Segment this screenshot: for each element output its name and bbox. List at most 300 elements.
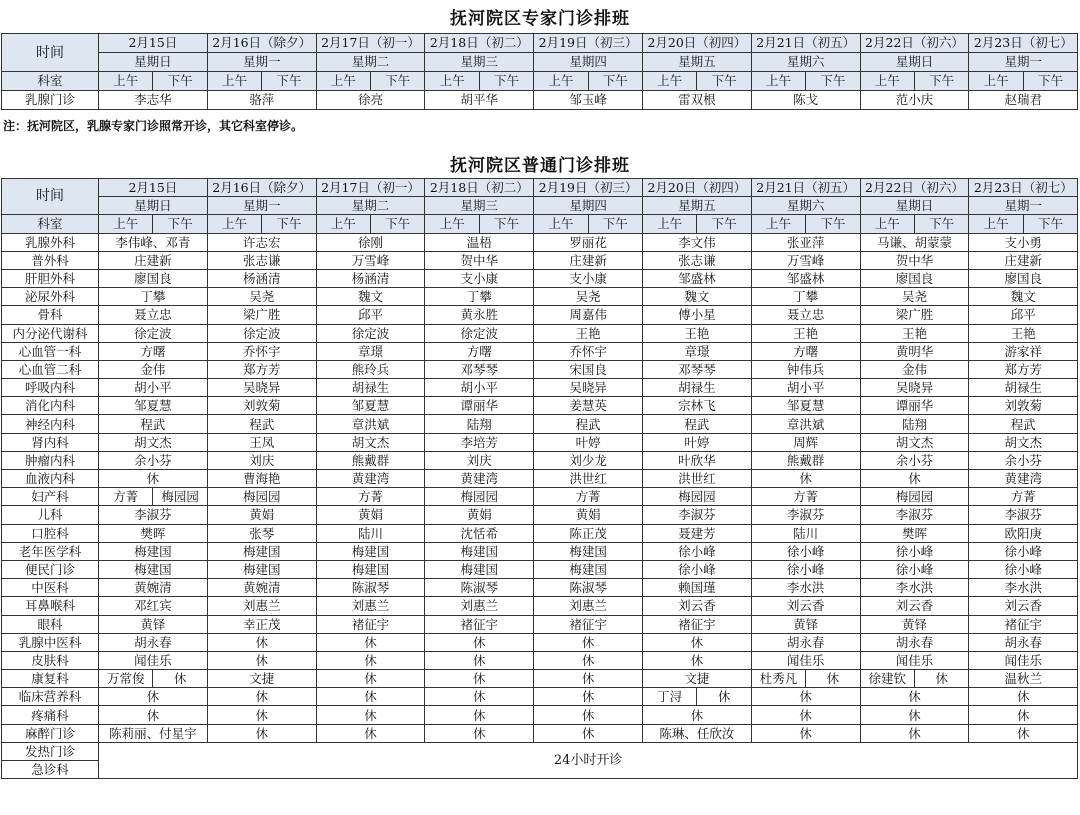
doctor-cell: 黄铎	[860, 615, 969, 633]
dept-name: 儿科	[2, 506, 99, 524]
general-schedule-table	[1, 178, 1078, 779]
doctor-cell: 丁攀	[751, 288, 860, 306]
doctor-cell: 李淑芬	[969, 506, 1078, 524]
doctor-cell: 熊玲兵	[316, 360, 425, 378]
date-header: 2月17日（初一）	[316, 179, 425, 197]
doctor-cell: 梅园园	[207, 488, 316, 506]
doctor-cell: 庄建新	[534, 251, 643, 269]
weekday-header: 星期五	[642, 53, 751, 72]
weekday-header: 星期一	[969, 197, 1078, 215]
table-row	[2, 433, 1078, 451]
doctor-cell: 王凤	[207, 433, 316, 451]
pm-header: 下午	[370, 72, 424, 91]
doctor-cell: 休	[534, 670, 643, 688]
doctor-cell: 休	[751, 688, 860, 706]
doctor-cell: 张志谦	[207, 251, 316, 269]
dept-name: 心血管一科	[2, 342, 99, 360]
date-header: 2月23日（初七）	[969, 179, 1078, 197]
doctor-cell: 余小芬	[99, 451, 208, 469]
doctor-cell: 徐小峰	[751, 560, 860, 578]
doctor-cell: 陈淑琴	[425, 579, 534, 597]
doctor-cell: 赵瑞君	[969, 91, 1078, 110]
doctor-cell: 余小芬	[969, 451, 1078, 469]
dept-name: 妇产科	[2, 488, 99, 506]
table-row	[2, 724, 1078, 742]
doctor-cell: 熊戴群	[751, 451, 860, 469]
doctor-cell: 吴晓异	[207, 379, 316, 397]
doctor-cell: 休	[207, 706, 316, 724]
doctor-cell: 徐定波	[207, 324, 316, 342]
doctor-cell: 徐建钦	[860, 670, 914, 688]
doctor-cell: 郑方芳	[207, 360, 316, 378]
doctor-cell: 郑方芳	[969, 360, 1078, 378]
pm-header: 下午	[153, 72, 207, 91]
dept-name: 乳腺外科	[2, 233, 99, 251]
doctor-cell: 吴晓异	[860, 379, 969, 397]
pm-header: 下午	[588, 215, 642, 233]
shift-header-row	[2, 72, 1078, 91]
weekday-header: 星期五	[642, 197, 751, 215]
doctor-cell: 魏文	[969, 288, 1078, 306]
doctor-cell: 聂建芳	[642, 524, 751, 542]
table-row	[2, 597, 1078, 615]
doctor-cell: 黄铎	[751, 615, 860, 633]
table-row	[2, 579, 1078, 597]
emergency-hours: 24小时开诊	[99, 742, 1078, 778]
pm-header: 下午	[697, 215, 751, 233]
dept-name: 疼痛科	[2, 706, 99, 724]
table-row	[2, 451, 1078, 469]
doctor-cell: 胡文杰	[860, 433, 969, 451]
am-header: 上午	[99, 215, 153, 233]
doctor-cell: 温秋兰	[969, 670, 1078, 688]
dept-name: 普外科	[2, 251, 99, 269]
doctor-cell: 洪世红	[642, 470, 751, 488]
table-row	[2, 470, 1078, 488]
doctor-cell: 胡小平	[751, 379, 860, 397]
doctor-cell: 梅建国	[207, 560, 316, 578]
doctor-cell: 邹夏慧	[316, 397, 425, 415]
table-row	[2, 269, 1078, 287]
doctor-cell: 李文伟	[642, 233, 751, 251]
doctor-cell: 徐定波	[316, 324, 425, 342]
dept-name: 便民门诊	[2, 560, 99, 578]
doctor-cell: 方曙	[425, 342, 534, 360]
weekday-header: 星期一	[207, 53, 316, 72]
doctor-cell: 谭丽华	[860, 397, 969, 415]
doctor-cell: 徐小峰	[642, 542, 751, 560]
pm-header: 下午	[262, 215, 316, 233]
dept-name: 乳腺门诊	[2, 91, 99, 110]
weekday-header: 星期二	[316, 197, 425, 215]
date-header: 2月17日（初一）	[316, 34, 425, 53]
date-header: 2月20日（初四）	[642, 179, 751, 197]
doctor-cell: 陈淑琴	[534, 579, 643, 597]
doctor-cell: 乔怀宇	[207, 342, 316, 360]
table-row	[2, 251, 1078, 269]
pm-header: 下午	[806, 215, 860, 233]
dept-name: 中医科	[2, 579, 99, 597]
doctor-cell: 周嘉伟	[534, 306, 643, 324]
doctor-cell: 王艳	[860, 324, 969, 342]
doctor-cell: 休	[969, 706, 1078, 724]
am-header: 上午	[425, 215, 479, 233]
doctor-cell: 休	[534, 633, 643, 651]
doctor-cell: 余小芬	[860, 451, 969, 469]
doctor-cell: 马谦、胡蒙蒙	[860, 233, 969, 251]
doctor-cell: 休	[316, 670, 425, 688]
doctor-cell: 傅小星	[642, 306, 751, 324]
dept-name: 肝胆外科	[2, 269, 99, 287]
doctor-cell: 金伟	[99, 360, 208, 378]
doctor-cell: 梅建国	[316, 542, 425, 560]
doctor-cell: 贺中华	[860, 251, 969, 269]
table-row	[2, 633, 1078, 651]
doctor-cell: 休	[207, 651, 316, 669]
table-row	[2, 91, 1078, 110]
doctor-cell: 梅园园	[153, 488, 207, 506]
doctor-cell: 廖国良	[99, 269, 208, 287]
table-row	[2, 397, 1078, 415]
doctor-cell: 胡禄生	[642, 379, 751, 397]
doctor-cell: 梅建国	[99, 560, 208, 578]
pm-header: 下午	[1023, 215, 1077, 233]
table-row	[2, 488, 1078, 506]
doctor-cell: 程武	[969, 415, 1078, 433]
doctor-cell: 刘云香	[969, 597, 1078, 615]
weekday-header: 星期六	[751, 197, 860, 215]
date-header: 2月15日	[99, 34, 208, 53]
date-header: 2月15日	[99, 179, 208, 197]
weekday-header: 星期三	[425, 53, 534, 72]
doctor-cell: 邓琴琴	[425, 360, 534, 378]
weekday-header: 星期一	[207, 197, 316, 215]
am-header: 上午	[534, 215, 588, 233]
doctor-cell: 黄明华	[860, 342, 969, 360]
doctor-cell: 休	[534, 688, 643, 706]
doctor-cell: 李水洪	[860, 579, 969, 597]
doctor-cell: 章璟	[642, 342, 751, 360]
weekday-header: 星期四	[534, 53, 643, 72]
doctor-cell: 万雪峰	[751, 251, 860, 269]
doctor-cell: 黄娟	[425, 506, 534, 524]
expert-schedule-title: 抚河院区专家门诊排班	[450, 9, 630, 29]
doctor-cell: 梁广胜	[207, 306, 316, 324]
doctor-cell: 邹玉峰	[534, 91, 643, 110]
am-header: 上午	[207, 215, 261, 233]
table-row	[2, 324, 1078, 342]
doctor-cell: 吴尧	[207, 288, 316, 306]
date-header: 2月21日（初五）	[751, 179, 860, 197]
pm-header: 下午	[1023, 72, 1077, 91]
doctor-cell: 休	[534, 651, 643, 669]
doctor-cell: 吴尧	[860, 288, 969, 306]
weekday-header: 星期一	[969, 53, 1078, 72]
doctor-cell: 黄建湾	[316, 470, 425, 488]
doctor-cell: 熊戴群	[316, 451, 425, 469]
doctor-cell: 休	[860, 470, 969, 488]
doctor-cell: 闻佳乐	[99, 651, 208, 669]
am-header: 上午	[642, 215, 696, 233]
doctor-cell: 梅园园	[425, 488, 534, 506]
doctor-cell: 庄建新	[969, 251, 1078, 269]
doctor-cell: 休	[642, 651, 751, 669]
doctor-cell: 方菁	[534, 488, 643, 506]
doctor-cell: 刘惠兰	[425, 597, 534, 615]
am-header: 上午	[425, 72, 479, 91]
doctor-cell: 休	[425, 670, 534, 688]
doctor-cell: 黄婉清	[207, 579, 316, 597]
table-row	[2, 360, 1078, 378]
date-header: 2月16日（除夕）	[207, 179, 316, 197]
doctor-cell: 梅建国	[534, 542, 643, 560]
pm-header: 下午	[479, 215, 533, 233]
doctor-cell: 吴晓异	[534, 379, 643, 397]
am-header: 上午	[969, 72, 1023, 91]
doctor-cell: 邹盛林	[751, 269, 860, 287]
doctor-cell: 休	[316, 688, 425, 706]
am-header: 上午	[751, 215, 805, 233]
pm-header: 下午	[806, 72, 860, 91]
doctor-cell: 胡永春	[751, 633, 860, 651]
doctor-cell: 刘敦菊	[969, 397, 1078, 415]
pm-header: 下午	[914, 72, 968, 91]
doctor-cell: 梅园园	[642, 488, 751, 506]
weekday-header: 星期日	[860, 53, 969, 72]
doctor-cell: 乔怀宇	[534, 342, 643, 360]
doctor-cell: 褚征宇	[425, 615, 534, 633]
doctor-cell: 徐小峰	[969, 542, 1078, 560]
doctor-cell: 休	[534, 706, 643, 724]
pm-header: 下午	[697, 72, 751, 91]
table-row	[2, 342, 1078, 360]
doctor-cell: 刘庆	[207, 451, 316, 469]
dept-name: 眼科	[2, 615, 99, 633]
table-row	[2, 706, 1078, 724]
doctor-cell: 休	[207, 633, 316, 651]
doctor-cell: 闻佳乐	[969, 651, 1078, 669]
pm-header: 下午	[588, 72, 642, 91]
doctor-cell: 刘惠兰	[316, 597, 425, 615]
doctor-cell: 张琴	[207, 524, 316, 542]
doctor-cell: 沈恬希	[425, 524, 534, 542]
doctor-cell: 梅建国	[425, 542, 534, 560]
doctor-cell: 方菁	[969, 488, 1078, 506]
doctor-cell: 欧阳庚	[969, 524, 1078, 542]
date-header: 2月20日（初四）	[642, 34, 751, 53]
doctor-cell: 刘云香	[751, 597, 860, 615]
doctor-cell: 方菁	[99, 488, 153, 506]
doctor-cell: 庄建新	[99, 251, 208, 269]
doctor-cell: 陈淑琴	[316, 579, 425, 597]
table-row	[2, 415, 1078, 433]
doctor-cell: 吴尧	[534, 288, 643, 306]
time-header: 时间	[2, 34, 99, 72]
doctor-cell: 廖国良	[860, 269, 969, 287]
table-row	[2, 615, 1078, 633]
doctor-cell: 曹海艳	[207, 470, 316, 488]
am-header: 上午	[969, 215, 1023, 233]
doctor-cell: 徐小峰	[751, 542, 860, 560]
expert-schedule-table	[1, 33, 1078, 110]
doctor-cell: 胡文杰	[969, 433, 1078, 451]
doctor-cell: 休	[751, 724, 860, 742]
shift-header-row	[2, 215, 1078, 233]
doctor-cell: 李淑芬	[99, 506, 208, 524]
doctor-cell: 王艳	[642, 324, 751, 342]
doctor-cell: 丁攀	[99, 288, 208, 306]
doctor-cell: 幸正茂	[207, 615, 316, 633]
dept-name: 泌尿外科	[2, 288, 99, 306]
dept-name: 肾内科	[2, 433, 99, 451]
doctor-cell: 休	[425, 633, 534, 651]
dept-name: 耳鼻喉科	[2, 597, 99, 615]
doctor-cell: 褚征宇	[969, 615, 1078, 633]
doctor-cell: 休	[316, 706, 425, 724]
general-schedule-title: 抚河院区普通门诊排班	[450, 156, 630, 176]
doctor-cell: 陆翔	[860, 415, 969, 433]
doctor-cell: 陆川	[316, 524, 425, 542]
doctor-cell: 黄铎	[99, 615, 208, 633]
table-row	[2, 306, 1078, 324]
doctor-cell: 梅建国	[534, 560, 643, 578]
doctor-cell: 程武	[642, 415, 751, 433]
doctor-cell: 休	[860, 706, 969, 724]
doctor-cell: 休	[425, 688, 534, 706]
dept-header: 科室	[2, 215, 99, 233]
weekday-header-row	[2, 53, 1078, 72]
doctor-cell: 休	[316, 724, 425, 742]
dept-name: 临床营养科	[2, 688, 99, 706]
doctor-cell: 章洪斌	[316, 415, 425, 433]
dept-name: 发热门诊	[2, 742, 99, 760]
doctor-cell: 胡小平	[99, 379, 208, 397]
dept-name: 骨科	[2, 306, 99, 324]
doctor-cell: 温梧	[425, 233, 534, 251]
table-row	[2, 542, 1078, 560]
doctor-cell: 邓琴琴	[642, 360, 751, 378]
dept-name: 口腔科	[2, 524, 99, 542]
dept-name: 皮肤科	[2, 651, 99, 669]
doctor-cell: 章璟	[316, 342, 425, 360]
weekday-header: 星期日	[99, 197, 208, 215]
dept-name: 麻醉门诊	[2, 724, 99, 742]
am-header: 上午	[316, 72, 370, 91]
doctor-cell: 谭丽华	[425, 397, 534, 415]
doctor-cell: 樊晖	[99, 524, 208, 542]
doctor-cell: 文捷	[642, 670, 751, 688]
doctor-cell: 樊晖	[860, 524, 969, 542]
doctor-cell: 程武	[99, 415, 208, 433]
date-header-row	[2, 179, 1078, 197]
am-header: 上午	[860, 72, 914, 91]
doctor-cell: 胡永春	[99, 633, 208, 651]
doctor-cell: 休	[860, 688, 969, 706]
doctor-cell: 黄娟	[316, 506, 425, 524]
dept-name: 心血管二科	[2, 360, 99, 378]
table-row	[2, 742, 1078, 760]
doctor-cell: 黄婉清	[99, 579, 208, 597]
doctor-cell: 黄永胜	[425, 306, 534, 324]
doctor-cell: 游家祥	[969, 342, 1078, 360]
pm-header: 下午	[262, 72, 316, 91]
doctor-cell: 罗丽花	[534, 233, 643, 251]
doctor-cell: 文捷	[207, 670, 316, 688]
doctor-cell: 梅建国	[316, 560, 425, 578]
doctor-cell: 刘云香	[642, 597, 751, 615]
weekday-header-row	[2, 197, 1078, 215]
doctor-cell: 陈正茂	[534, 524, 643, 542]
doctor-cell: 徐小峰	[642, 560, 751, 578]
doctor-cell: 张亚萍	[751, 233, 860, 251]
doctor-cell: 钟伟兵	[751, 360, 860, 378]
doctor-cell: 胡文杰	[99, 433, 208, 451]
weekday-header: 星期二	[316, 53, 425, 72]
doctor-cell: 胡文杰	[316, 433, 425, 451]
doctor-cell: 宋国良	[534, 360, 643, 378]
doctor-cell: 休	[425, 706, 534, 724]
doctor-cell: 杨涵清	[316, 269, 425, 287]
doctor-cell: 李伟峰、邓青	[99, 233, 208, 251]
doctor-cell: 贺中华	[425, 251, 534, 269]
date-header: 2月18日（初二）	[425, 34, 534, 53]
doctor-cell: 邹夏慧	[751, 397, 860, 415]
weekday-header: 星期日	[99, 53, 208, 72]
doctor-cell: 邓红宾	[99, 597, 208, 615]
doctor-cell: 梅建国	[425, 560, 534, 578]
dept-name: 乳腺中医科	[2, 633, 99, 651]
doctor-cell: 魏文	[642, 288, 751, 306]
doctor-cell: 徐小峰	[860, 560, 969, 578]
doctor-cell: 周辉	[751, 433, 860, 451]
table-row	[2, 288, 1078, 306]
doctor-cell: 休	[207, 724, 316, 742]
doctor-cell: 叶欣华	[642, 451, 751, 469]
doctor-cell: 休	[697, 688, 751, 706]
dept-name: 老年医学科	[2, 542, 99, 560]
doctor-cell: 杜秀凡	[751, 670, 805, 688]
am-header: 上午	[316, 215, 370, 233]
date-header: 2月18日（初二）	[425, 179, 534, 197]
table-row	[2, 379, 1078, 397]
doctor-cell: 许志宏	[207, 233, 316, 251]
doctor-cell: 叶婷	[642, 433, 751, 451]
doctor-cell: 休	[969, 724, 1078, 742]
doctor-cell: 刘庆	[425, 451, 534, 469]
doctor-cell: 徐小峰	[860, 542, 969, 560]
doctor-cell: 褚征宇	[642, 615, 751, 633]
doctor-cell: 陈戈	[751, 91, 860, 110]
doctor-cell: 聂立忠	[751, 306, 860, 324]
doctor-cell: 休	[425, 724, 534, 742]
doctor-cell: 胡小平	[425, 379, 534, 397]
doctor-cell: 李淑芬	[642, 506, 751, 524]
doctor-cell: 李淑芬	[751, 506, 860, 524]
date-header: 2月19日（初三）	[534, 34, 643, 53]
doctor-cell: 张志谦	[642, 251, 751, 269]
doctor-cell: 休	[99, 470, 208, 488]
doctor-cell: 王艳	[534, 324, 643, 342]
date-header: 2月22日（初六）	[860, 34, 969, 53]
doctor-cell: 方曙	[751, 342, 860, 360]
doctor-cell: 梅园园	[860, 488, 969, 506]
pm-header: 下午	[370, 215, 424, 233]
doctor-cell: 梁广胜	[860, 306, 969, 324]
doctor-cell: 徐亮	[316, 91, 425, 110]
pm-header: 下午	[153, 215, 207, 233]
dept-name: 康复科	[2, 670, 99, 688]
am-header: 上午	[642, 72, 696, 91]
